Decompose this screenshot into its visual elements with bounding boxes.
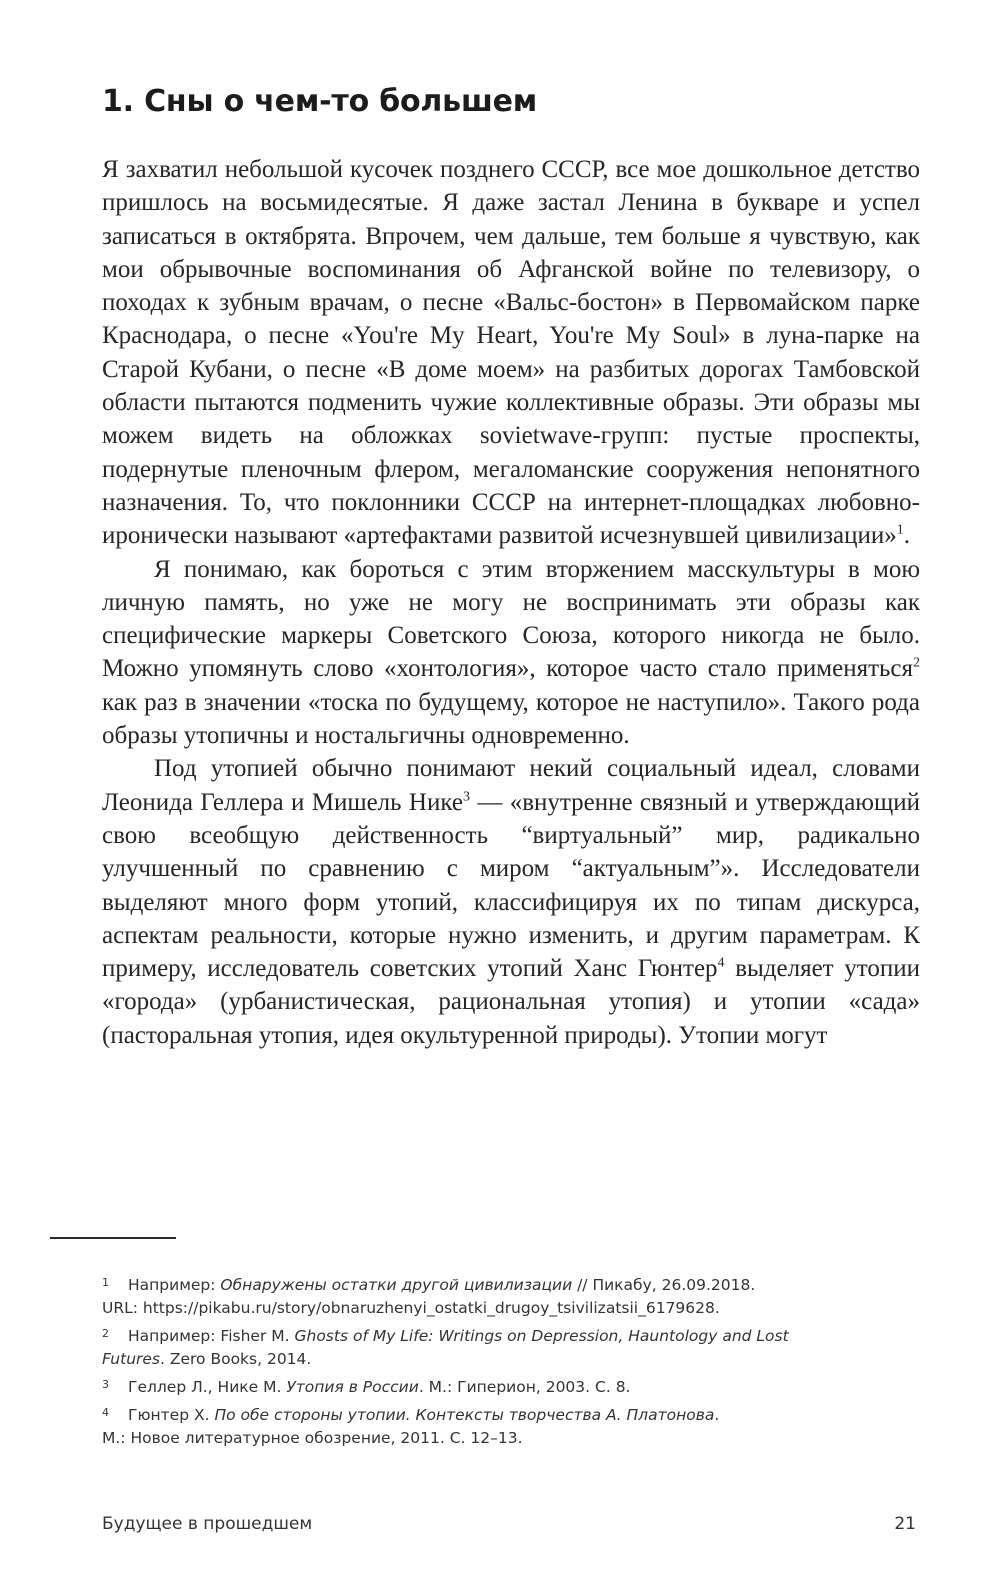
running-footer-title: Будущее в прошедшем	[102, 1514, 313, 1534]
footnote-title: Futures	[102, 1350, 160, 1368]
footnote-text: // Пикабу, 26.09.2018.	[572, 1276, 756, 1294]
footnote-number: 2	[102, 1327, 109, 1340]
footnote-text: Геллер Л., Нике М.	[128, 1378, 287, 1396]
footnotes	[102, 1274, 922, 1455]
footnote-number: 4	[102, 1406, 109, 1419]
footnote-3	[102, 1376, 922, 1399]
paragraph-text: Я понимаю, как бороться с этим вторжением масскультуры в мою личную память, но уже не могу не воспринимать эти образы как специфические маркеры Советского Союза, которого никогда не было. Можно упомянуть слово «хонтология», которое часто стало применяться	[102, 555, 920, 683]
footnote-title: По обе стороны утопии. Контексты творчества А. Платонова	[214, 1406, 715, 1424]
footnote-text: Например: Fisher M.	[128, 1327, 295, 1345]
footnote-text: Например:	[128, 1276, 221, 1294]
footnote-ref[interactable]: 1	[896, 522, 904, 538]
footnote-text: .	[714, 1406, 720, 1424]
paragraph-text: Я захватил небольшой кусочек позднего СССР, все мое дошкольное детство пришлось на восьмидесятые. Я даже застал Ленина в букваре и успел записаться в октябрята. Впрочем, чем дальше, тем больше я чувствую, как мои обрывочные воспоминания об Афганской войне по телевизору, о походах к зубным врачам, о песне «Вальс-бостон» в Первомайском парке Краснодара, о песне «You're My Heart, You're My Soul» в луна-парке на Старой Кубани, о песне «В доме моем» на разбитых дорогах Тамбовской области пытаются подменить чужие коллективные образы. Эти образы мы можем видеть на обложках sovietwave-групп: пустые проспекты, подернутые пленочным флером, мегаломанские сооружения непонятного назначения. То, что поклонники СССР на интернет-площадках любовно-иронически называют «артефактами развитой исчезнувшей цивилизации»	[102, 156, 920, 550]
footnote-url[interactable]: URL: https://pikabu.ru/story/obnaruzhenyi_ostatki_drugoy_tsivilizatsii_6179628.	[102, 1299, 720, 1317]
footnote-ref[interactable]: 2	[913, 656, 920, 672]
footnote-ref[interactable]: 3	[462, 789, 470, 805]
main-text	[102, 153, 920, 1052]
paragraph-text: Под утопией обычно понимают некий социальный идеал, словами Леонида Геллера и Мишель Нике	[102, 755, 920, 816]
paragraph-tail: как раз в значении «тоска по будущему, которое не наступило». Такого рода образы утопичны и ностальгичны одновременно.	[102, 688, 920, 750]
paragraph-tail: .	[903, 522, 911, 550]
paragraph-2	[102, 553, 920, 753]
footnote-number: 3	[102, 1378, 109, 1391]
footnote-title: Обнаружены остатки другой цивилизации	[220, 1276, 573, 1294]
footnote-1	[102, 1274, 922, 1320]
paragraph-tail: выделяет утопии «города» (урбанистическая, рациональная утопия) и утопии «сада» (пасторальная утопия, идея окультуренной природы). Утопии могут	[102, 955, 920, 1049]
footnote-2	[102, 1325, 922, 1371]
paragraph-1	[102, 153, 920, 553]
footnote-divider	[50, 1237, 176, 1239]
footnote-title: Ghosts of My Life: Writings on Depression, Hauntology and Lost	[294, 1327, 789, 1345]
paragraph-tail: — «внутренне связный и утверждающий свою всеобщую действенность “виртуальный” мир, радикально улучшенный по сравнению с миром “актуальным”». Исследователи выделяют много форм утопий, классифицируя их по типам дискурса, аспектам реальности, которые нужно изменить, и другим параметрам. К примеру, исследователь советских утопий Ханс Гюнтер	[102, 788, 920, 983]
footnote-ref[interactable]: 4	[717, 955, 725, 971]
paragraph-3	[102, 752, 920, 1052]
footnote-text: Гюнтер Х.	[128, 1406, 215, 1424]
chapter-heading: 1. Сны о чем-то большем	[102, 84, 538, 119]
footnote-number: 1	[102, 1276, 109, 1289]
page-number: 21	[894, 1514, 916, 1534]
footnote-text: . Zero Books, 2014.	[160, 1350, 312, 1368]
footnote-text: . М.: Гиперион, 2003. С. 8.	[418, 1378, 631, 1396]
footnote-text: М.: Новое литературное обозрение, 2011. С. 12–13.	[102, 1429, 523, 1447]
footnote-title: Утопия в России	[286, 1378, 419, 1396]
footnote-4	[102, 1404, 922, 1450]
